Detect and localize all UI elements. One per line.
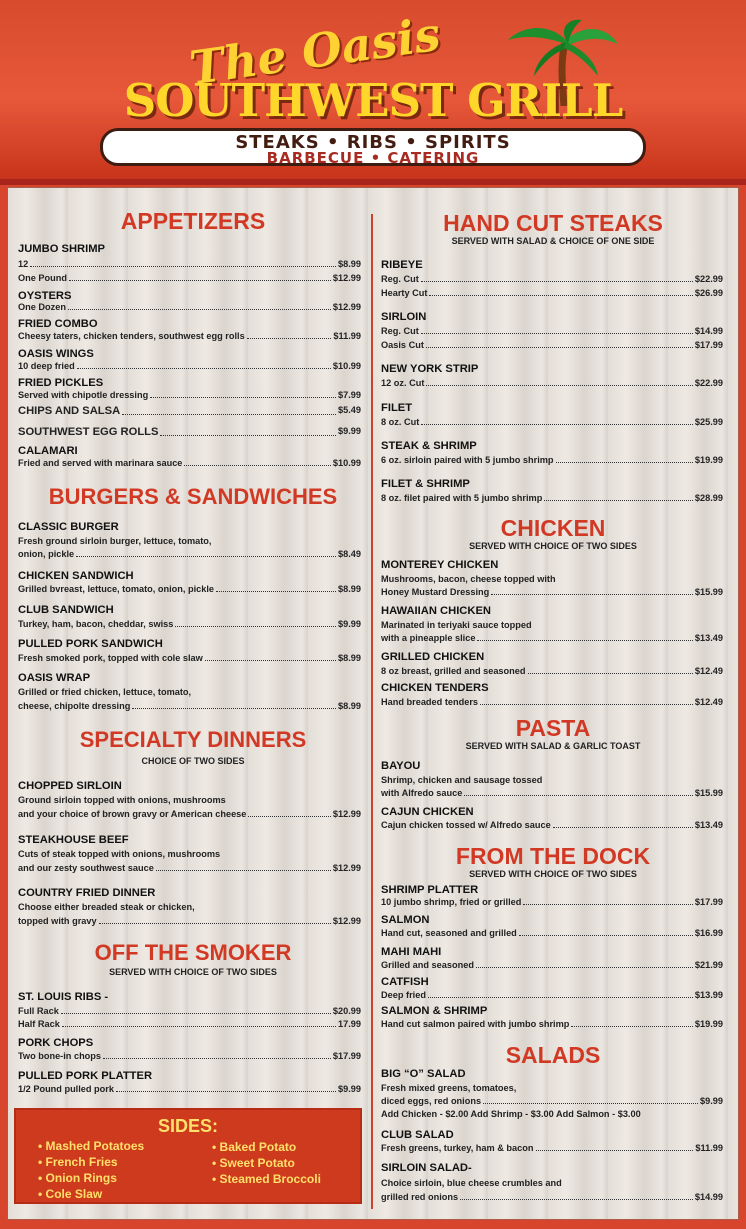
price-line	[381, 274, 723, 284]
item-desc: Fresh smoked pork, topped with cole slaw	[18, 653, 203, 663]
price-line	[18, 549, 361, 559]
section-subtitle: SERVED WITH CHOICE OF TWO SIDES	[469, 869, 637, 879]
item-desc: with Alfredo sauce	[381, 788, 463, 798]
item-chicken-sandwich: CHICKEN SANDWICH	[18, 570, 134, 582]
item-desc: Turkey, ham, bacon, cheddar, swiss	[18, 619, 174, 629]
side-item: • French Fries	[38, 1155, 118, 1169]
price-line	[381, 493, 723, 503]
price-line	[18, 1084, 361, 1094]
item-salmon-shrimp: SALMON & SHRIMP	[381, 1005, 488, 1017]
item-desc: Cajun chicken tossed w/ Alfredo sauce	[381, 820, 551, 830]
section-subtitle: CHOICE OF TWO SIDES	[141, 756, 245, 766]
side-item: • Sweet Potato	[212, 1156, 295, 1170]
price-line	[18, 1019, 361, 1029]
item-price: $9.99	[700, 1096, 723, 1106]
price-line	[381, 633, 723, 643]
price-line	[18, 863, 361, 873]
column-divider	[371, 214, 373, 1209]
item-price: $17.99	[694, 897, 723, 907]
price-line	[381, 666, 723, 676]
section-off-the-smoker: OFF THE SMOKER	[94, 940, 292, 965]
item-desc: Grilled bvreast, lettuce, tomato, onion, pickle	[18, 584, 215, 594]
price-line	[18, 361, 361, 371]
item-desc: Oasis Cut	[381, 340, 424, 350]
item-price: $13.49	[694, 820, 723, 830]
brand-title: SOUTHWEST GRILL	[123, 74, 623, 127]
side-item: • Steamed Broccoli	[212, 1172, 321, 1186]
item-price: $21.99	[694, 960, 723, 970]
item-desc: 12 oz. Cut	[381, 378, 425, 388]
item-price: $15.99	[694, 587, 723, 597]
item-shrimp-platter: SHRIMP PLATTER	[381, 884, 479, 896]
item-desc: Deep fried	[381, 990, 426, 1000]
item-classic-burger: CLASSIC BURGER	[18, 521, 119, 533]
item-desc: Marinated in teriyaki sauce topped	[381, 620, 532, 630]
section-specialty-dinners: SPECIALTY DINNERS	[79, 727, 307, 752]
item-price: $13.99	[694, 990, 723, 1000]
item-desc: Fresh ground sirloin burger, lettuce, tomato,	[18, 536, 212, 546]
item-desc: 6 oz. sirloin paired with 5 jumbo shrimp	[381, 455, 554, 465]
item-desc: Honey Mustard Dressing	[381, 587, 490, 597]
item-price: $12.99	[332, 916, 361, 926]
item-desc: Reg. Cut	[381, 326, 419, 336]
price-line	[381, 990, 723, 1000]
price-line	[381, 820, 723, 830]
item-price: $14.99	[694, 1192, 723, 1202]
item-desc: Hearty Cut	[381, 288, 428, 298]
price-line	[18, 653, 361, 663]
item-st-louis-ribs: ST. LOUIS RIBS -	[18, 991, 109, 1003]
item-desc: One Dozen	[18, 302, 66, 312]
item-steak-shrimp: STEAK & SHRIMP	[381, 440, 477, 452]
price-line	[18, 331, 361, 341]
price-line	[18, 390, 361, 400]
price-line	[381, 697, 723, 707]
item-grilled-chicken: GRILLED CHICKEN	[381, 651, 485, 663]
tagline-box	[100, 128, 646, 166]
price-line	[18, 273, 361, 283]
price-line	[381, 1019, 723, 1029]
price-line	[18, 405, 361, 417]
price-line	[381, 288, 723, 298]
item-price: $19.99	[694, 1019, 723, 1029]
item-desc: Cheesy taters, chicken tenders, southwest egg rolls	[18, 331, 245, 341]
item-price: $10.99	[332, 361, 361, 371]
price-line	[381, 928, 723, 938]
item-sirloin: SIRLOIN	[381, 311, 427, 323]
item-desc: Shrimp, chicken and sausage tossed	[381, 775, 543, 785]
item-club-sandwich: CLUB SANDWICH	[18, 604, 114, 616]
item-desc: grilled red onions	[381, 1192, 459, 1202]
item-ribeye: RIBEYE	[381, 259, 423, 271]
item-desc: One Pound	[18, 273, 67, 283]
item-price: $22.99	[694, 274, 723, 284]
item-oasis-wings: OASIS WINGS	[18, 348, 94, 360]
side-item: • Onion Rings	[38, 1171, 117, 1185]
item-desc: diced eggs, red onions	[381, 1096, 482, 1106]
item-price: $14.99	[694, 326, 723, 336]
item-new-york-strip: NEW YORK STRIP	[381, 363, 479, 375]
item-sirloin-salad: SIRLOIN SALAD-	[381, 1162, 472, 1174]
item-price: $7.99	[338, 390, 361, 400]
item-price: $13.49	[694, 633, 723, 643]
item-price: $11.99	[695, 1143, 723, 1153]
price-line	[18, 701, 361, 711]
item-price: $26.99	[694, 288, 723, 298]
price-line	[381, 897, 723, 907]
section-subtitle: SERVED WITH SALAD & CHOICE OF ONE SIDE	[451, 236, 655, 246]
price-line	[18, 619, 361, 629]
tagline-secondary: BARBECUE • CATERING	[266, 149, 480, 167]
item-steakhouse-beef: STEAKHOUSE BEEF	[18, 834, 129, 846]
side-item: • Mashed Potatoes	[38, 1139, 145, 1153]
side-item: • Cole Slaw	[38, 1187, 103, 1201]
tagline-primary: STEAKS • RIBS • SPIRITS	[235, 132, 511, 153]
item-filet: FILET	[381, 402, 413, 414]
item-desc: 10 deep fried	[18, 361, 75, 371]
item-price: $16.99	[694, 928, 723, 938]
item-desc: Hand cut, seasoned and grilled	[381, 928, 517, 938]
price-line	[381, 788, 723, 798]
item-desc: 8 oz breast, grilled and seasoned	[381, 666, 526, 676]
item-desc: Grilled or fried chicken, lettuce, tomato,	[18, 687, 192, 697]
item-desc: Grilled and seasoned	[381, 960, 474, 970]
item-oasis-wrap: OASIS WRAP	[18, 672, 91, 684]
item-desc: Fresh mixed greens, tomatoes,	[381, 1083, 517, 1093]
item-country-fried-dinner: COUNTRY FRIED DINNER	[18, 887, 156, 899]
salad-add-ons: Add Chicken - $2.00 Add Shrimp - $3.00 Add Salmon - $3.00	[381, 1109, 641, 1119]
item-desc: with a pineapple slice	[381, 633, 476, 643]
item-desc: 8 oz. filet paired with 5 jumbo shrimp	[381, 493, 543, 503]
item-big-o-salad: BIG “O” SALAD	[381, 1068, 466, 1080]
item-chips-salsa: CHIPS AND SALSA	[18, 405, 121, 417]
sides-box	[14, 1108, 362, 1204]
section-pasta: PASTA	[515, 715, 591, 741]
item-price: $8.49	[338, 549, 361, 559]
item-price: $28.99	[694, 493, 723, 503]
item-price: $12.49	[694, 697, 723, 707]
price-line	[18, 584, 361, 594]
item-price: $19.99	[694, 455, 723, 465]
item-price: $17.99	[332, 1051, 361, 1061]
price-line	[381, 1143, 723, 1153]
item-price: $10.99	[332, 458, 361, 468]
item-price: $20.99	[332, 1006, 361, 1016]
price-line	[18, 302, 361, 312]
price-line	[18, 809, 361, 819]
item-price: $9.99	[338, 426, 361, 436]
item-fried-combo: FRIED COMBO	[18, 318, 98, 330]
item-price: $9.99	[338, 1084, 361, 1094]
section-chicken: CHICKEN	[500, 515, 606, 541]
item-desc: Choose either breaded steak or chicken,	[18, 902, 195, 912]
item-price: $15.99	[694, 788, 723, 798]
item-oysters: OYSTERS	[18, 290, 72, 302]
item-pulled-pork-sandwich: PULLED PORK SANDWICH	[18, 638, 163, 650]
item-chopped-sirloin: CHOPPED SIRLOIN	[18, 780, 122, 792]
item-monterey-chicken: MONTEREY CHICKEN	[381, 559, 499, 571]
price-line	[18, 458, 361, 468]
item-price: $12.99	[332, 809, 361, 819]
section-subtitle: SERVED WITH SALAD & GARLIC TOAST	[465, 741, 641, 751]
item-price: $12.99	[332, 863, 361, 873]
side-item: • Baked Potato	[212, 1140, 297, 1154]
item-price: $8.99	[338, 701, 361, 711]
item-desc: Reg. Cut	[381, 274, 419, 284]
item-price: $12.49	[694, 666, 723, 676]
section-subtitle: SERVED WITH CHOICE OF TWO SIDES	[469, 541, 637, 551]
price-line	[381, 455, 723, 465]
item-desc: topped with gravy	[18, 916, 97, 926]
item-price: $9.99	[338, 619, 361, 629]
section-salads: SALADS	[505, 1042, 601, 1068]
header-banner	[0, 0, 746, 185]
item-price: $22.99	[694, 378, 723, 388]
item-cajun-chicken: CAJUN CHICKEN	[381, 806, 474, 818]
item-desc: and our zesty southwest sauce	[18, 863, 154, 873]
item-price: 17.99	[338, 1019, 361, 1029]
price-line	[18, 259, 361, 269]
item-desc: Choice sirloin, blue cheese crumbles and	[381, 1178, 562, 1188]
item-desc: 12	[18, 259, 29, 269]
item-desc: Two bone-in chops	[18, 1051, 102, 1061]
item-price: $8.99	[338, 584, 361, 594]
item-desc: Fried and served with marinara sauce	[18, 458, 183, 468]
item-salmon: SALMON	[381, 914, 430, 926]
item-price: $12.99	[332, 302, 361, 312]
item-desc: Half Rack	[18, 1019, 60, 1029]
item-price: $5.49	[338, 405, 361, 415]
price-line	[381, 340, 723, 350]
item-filet-shrimp: FILET & SHRIMP	[381, 478, 470, 490]
item-desc: Hand breaded tenders	[381, 697, 479, 707]
item-price: $11.99	[333, 331, 361, 341]
item-desc: Fresh greens, turkey, ham & bacon	[381, 1143, 534, 1153]
item-desc: 10 jumbo shrimp, fried or grilled	[381, 897, 522, 907]
item-mahi-mahi: MAHI MAHI	[381, 946, 442, 958]
price-line	[18, 426, 361, 438]
item-calamari: CALAMARI	[18, 445, 78, 457]
item-pork-chops: PORK CHOPS	[18, 1037, 94, 1049]
item-hawaiian-chicken: HAWAIIAN CHICKEN	[381, 605, 492, 617]
item-desc: and your choice of brown gravy or American cheese	[18, 809, 247, 819]
section-burgers: BURGERS & SANDWICHES	[48, 484, 338, 509]
price-line	[18, 1051, 361, 1061]
item-desc: Full Rack	[18, 1006, 59, 1016]
price-line	[381, 960, 723, 970]
item-price: $8.99	[338, 259, 361, 269]
section-from-the-dock: FROM THE DOCK	[455, 843, 651, 869]
item-price: $8.99	[338, 653, 361, 663]
item-desc: 1/2 Pound pulled pork	[18, 1084, 114, 1094]
section-appetizers: APPETIZERS	[120, 208, 266, 234]
item-fried-pickles: FRIED PICKLES	[18, 377, 104, 389]
item-price: $25.99	[694, 417, 723, 427]
price-line	[381, 1096, 723, 1106]
price-line	[18, 1006, 361, 1016]
item-bayou: BAYOU	[381, 760, 421, 772]
item-chicken-tenders: CHICKEN TENDERS	[381, 682, 489, 694]
section-hand-cut-steaks: HAND CUT STEAKS	[443, 210, 663, 236]
price-line	[381, 587, 723, 597]
item-desc: cheese, chipolte dressing	[18, 701, 131, 711]
price-line	[381, 378, 723, 388]
section-subtitle: SERVED WITH CHOICE OF TWO SIDES	[109, 967, 277, 977]
brand-script-title: The Oasis	[186, 6, 444, 96]
item-price: $17.99	[694, 340, 723, 350]
sides-title: SIDES:	[157, 1116, 218, 1136]
price-line	[381, 417, 723, 427]
item-price: $12.99	[332, 273, 361, 283]
item-catfish: CATFISH	[381, 976, 429, 988]
item-desc: Mushrooms, bacon, cheese topped with	[381, 574, 556, 584]
item-club-salad: CLUB SALAD	[381, 1129, 454, 1141]
price-line	[381, 326, 723, 336]
price-line	[381, 1192, 723, 1202]
item-desc: 8 oz. Cut	[381, 417, 420, 427]
item-jumbo-shrimp: JUMBO SHRIMP	[18, 243, 106, 255]
price-line	[18, 916, 361, 926]
item-desc: Served with chipotle dressing	[18, 390, 149, 400]
item-pulled-pork-platter: PULLED PORK PLATTER	[18, 1070, 153, 1082]
item-desc: onion, pickle	[18, 549, 75, 559]
item-desc: Hand cut salmon paired with jumbo shrimp	[381, 1019, 570, 1029]
item-desc: Cuts of steak topped with onions, mushrooms	[18, 849, 221, 859]
item-egg-rolls: SOUTHWEST EGG ROLLS	[18, 426, 159, 438]
item-desc: Ground sirloin topped with onions, mushrooms	[18, 795, 226, 805]
